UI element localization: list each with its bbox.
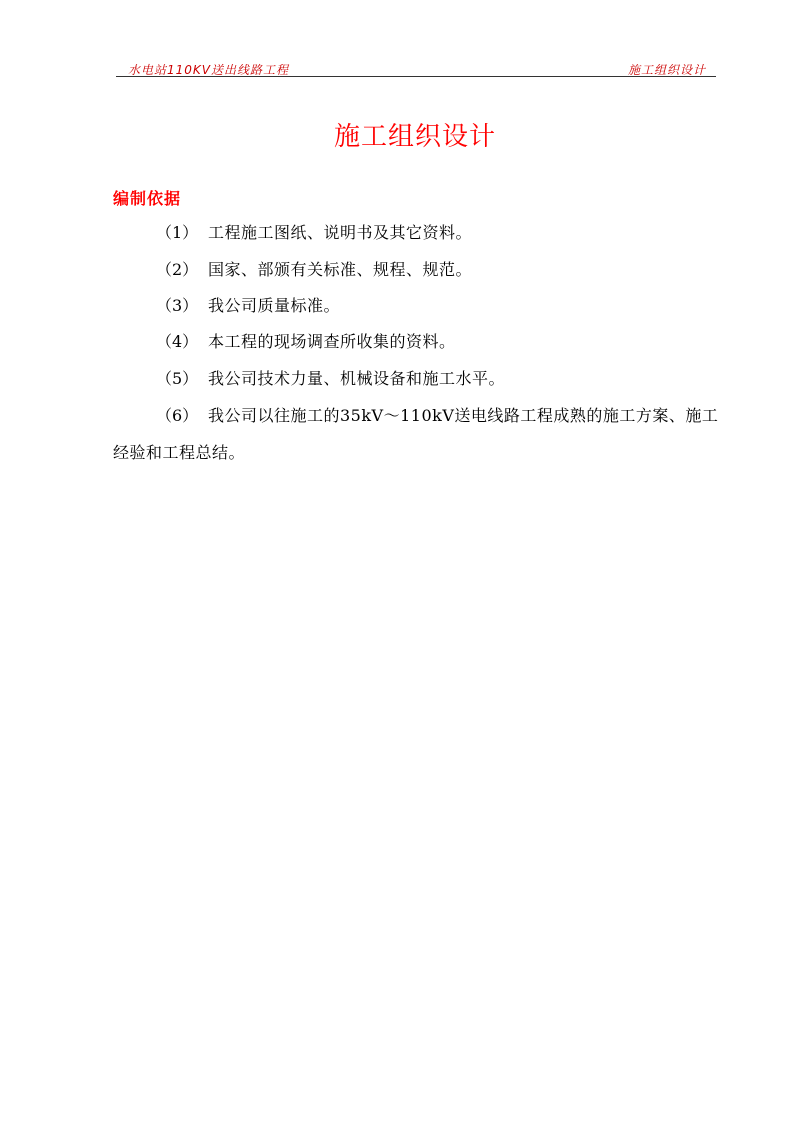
basis-item-text: 本工程的现场调查所收集的资料。 — [208, 332, 456, 351]
basis-item-number: （5） — [156, 369, 199, 388]
header-document-type: 施工组织设计 — [627, 63, 706, 77]
basis-item — [113, 397, 728, 471]
basis-item — [113, 287, 728, 324]
basis-item-number: （6） — [156, 406, 199, 425]
basis-item-text: 工程施工图纸、说明书及其它资料。 — [208, 223, 473, 242]
basis-item — [113, 214, 728, 251]
basis-item-text: 我公司以往施工的35kV～110kV送电线路工程成熟的施工方案、施工经验和工程总结。 — [113, 406, 719, 462]
basis-item-text: 我公司质量标准。 — [208, 296, 341, 315]
basis-item-text: 我公司技术力量、机械设备和施工水平。 — [208, 369, 506, 388]
document-title: 施工组织设计 — [333, 122, 496, 152]
basis-item — [113, 251, 728, 288]
basis-item-number: （3） — [156, 296, 199, 315]
page-header — [116, 58, 716, 77]
basis-item-number: （2） — [156, 260, 199, 279]
basis-item — [113, 323, 728, 360]
section-heading: 编制依据 — [113, 189, 182, 208]
basis-item-text: 国家、部颁有关标准、规程、规范。 — [208, 260, 473, 279]
basis-item — [113, 360, 728, 397]
basis-item-number: （1） — [156, 223, 199, 242]
basis-item-number: （4） — [156, 332, 199, 351]
header-project-name: 水电站110KV送出线路工程 — [128, 63, 289, 77]
